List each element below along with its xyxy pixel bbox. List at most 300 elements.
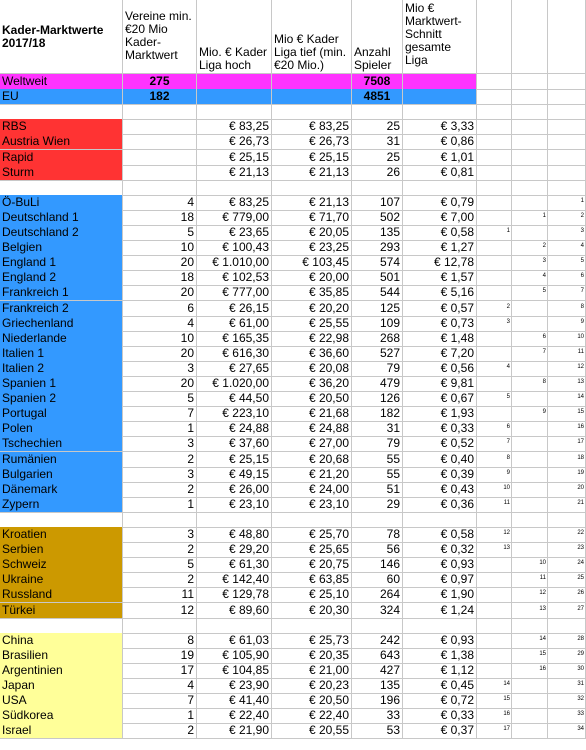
cell-rank-i[interactable] — [548, 119, 586, 135]
cell-rank-g[interactable]: 11 — [477, 497, 512, 513]
cell-squad-high[interactable]: € 29,20 — [197, 542, 272, 558]
cell-rank-g[interactable]: 3 — [477, 316, 512, 332]
cell-rank-h[interactable]: 13 — [512, 603, 548, 619]
cell-avg-value[interactable]: € 12,78 — [403, 255, 477, 271]
cell-avg-value[interactable]: € 0,97 — [403, 572, 477, 588]
cell-rank-h[interactable] — [512, 452, 548, 468]
cell-country[interactable]: Portugal — [0, 406, 123, 422]
cell-club-count[interactable]: 11 — [123, 587, 197, 603]
cell-players[interactable]: 25 — [352, 150, 403, 166]
cell-rank-h[interactable] — [512, 482, 548, 498]
cell-rank-g[interactable]: 4 — [477, 361, 512, 377]
cell-club-count[interactable]: 2 — [123, 572, 197, 588]
cell-club-count[interactable]: 2 — [123, 482, 197, 498]
cell-country[interactable]: Polen — [0, 421, 123, 437]
cell-rank-h[interactable] — [512, 225, 548, 241]
cell-country[interactable]: Italien 2 — [0, 361, 123, 377]
cell-club-count[interactable]: 4 — [123, 195, 197, 211]
cell-avg-value[interactable]: € 0,86 — [403, 134, 477, 150]
cell-country[interactable]: Spanien 1 — [0, 376, 123, 392]
cell-squad-high[interactable]: € 142,40 — [197, 572, 272, 588]
cell-rank-h[interactable]: 8 — [512, 376, 548, 392]
cell-rank-i[interactable]: 4 — [548, 240, 586, 256]
cell-rank-h[interactable] — [512, 301, 548, 317]
cell-rank-i[interactable]: 13 — [548, 376, 586, 392]
cell-rank-h[interactable] — [512, 119, 548, 135]
cell-squad-high[interactable]: € 23,65 — [197, 225, 272, 241]
cell-players[interactable]: 60 — [352, 572, 403, 588]
cell-rank-h[interactable]: 12 — [512, 587, 548, 603]
cell-rank-i[interactable]: 34 — [548, 723, 586, 739]
cell-squad-low[interactable]: € 20,30 — [272, 603, 352, 619]
cell-club-count[interactable]: 4 — [123, 316, 197, 332]
cell-country[interactable]: Weltweit — [0, 74, 123, 90]
cell-rank-h[interactable]: 9 — [512, 406, 548, 422]
cell-avg-value[interactable]: € 7,20 — [403, 346, 477, 362]
cell-rank-i[interactable]: 23 — [548, 542, 586, 558]
cell-rank-h[interactable] — [512, 542, 548, 558]
cell-players[interactable]: 33 — [352, 708, 403, 724]
cell-squad-high[interactable]: € 100,43 — [197, 240, 272, 256]
cell-rank-g[interactable] — [477, 150, 512, 166]
cell-avg-value[interactable]: € 1,27 — [403, 240, 477, 256]
cell-rank-g[interactable] — [477, 406, 512, 422]
cell-rank-h[interactable]: 3 — [512, 255, 548, 271]
cell-squad-low[interactable]: € 21,13 — [272, 165, 352, 181]
cell-rank-i[interactable]: 18 — [548, 452, 586, 468]
cell-country[interactable]: RBS — [0, 119, 123, 135]
cell-country[interactable]: Tschechien — [0, 436, 123, 452]
cell-squad-low[interactable]: € 20,50 — [272, 391, 352, 407]
cell-avg-value[interactable]: € 0,79 — [403, 195, 477, 211]
cell-rank-g[interactable] — [477, 663, 512, 679]
cell-rank-g[interactable]: 10 — [477, 482, 512, 498]
cell-rank-h[interactable] — [512, 723, 548, 739]
cell-rank-i[interactable] — [548, 180, 586, 196]
cell-rank-g[interactable] — [477, 165, 512, 181]
cell-squad-low[interactable]: € 20,23 — [272, 678, 352, 694]
cell-country[interactable]: USA — [0, 693, 123, 709]
cell-squad-low[interactable]: € 36,60 — [272, 346, 352, 362]
cell-country[interactable]: Zypern — [0, 497, 123, 513]
header-empty-i[interactable] — [548, 0, 586, 74]
cell-rank-h[interactable]: 7 — [512, 346, 548, 362]
cell-country[interactable]: Russland — [0, 587, 123, 603]
cell-players[interactable] — [352, 104, 403, 120]
cell-players[interactable]: 125 — [352, 301, 403, 317]
cell-club-count[interactable]: 5 — [123, 225, 197, 241]
cell-players[interactable]: 135 — [352, 678, 403, 694]
cell-squad-low[interactable]: € 20,50 — [272, 693, 352, 709]
cell-squad-high[interactable] — [197, 618, 272, 634]
cell-squad-high[interactable]: € 26,00 — [197, 482, 272, 498]
cell-rank-h[interactable] — [512, 708, 548, 724]
cell-squad-high[interactable] — [197, 512, 272, 528]
cell-club-count[interactable]: 19 — [123, 648, 197, 664]
cell-country[interactable] — [0, 180, 123, 196]
cell-squad-high[interactable]: € 61,00 — [197, 316, 272, 332]
cell-squad-low[interactable]: € 63,85 — [272, 572, 352, 588]
cell-players[interactable]: 109 — [352, 316, 403, 332]
cell-squad-low[interactable]: € 27,00 — [272, 436, 352, 452]
header-empty-g[interactable] — [477, 0, 512, 74]
cell-club-count[interactable] — [123, 165, 197, 181]
cell-rank-h[interactable] — [512, 180, 548, 196]
cell-squad-low[interactable]: € 20,05 — [272, 225, 352, 241]
cell-squad-low[interactable]: € 35,85 — [272, 285, 352, 301]
cell-rank-i[interactable]: 31 — [548, 678, 586, 694]
cell-players[interactable]: 182 — [352, 406, 403, 422]
cell-squad-high[interactable]: € 1.020,00 — [197, 376, 272, 392]
cell-rank-i[interactable]: 24 — [548, 557, 586, 573]
cell-squad-low[interactable]: € 21,00 — [272, 663, 352, 679]
cell-players[interactable] — [352, 180, 403, 196]
header-player-count[interactable]: Anzahl Spieler — [352, 0, 403, 74]
cell-squad-high[interactable]: € 61,30 — [197, 557, 272, 573]
cell-avg-value[interactable]: € 0,56 — [403, 361, 477, 377]
cell-rank-h[interactable] — [512, 391, 548, 407]
cell-club-count[interactable]: 5 — [123, 557, 197, 573]
cell-rank-i[interactable] — [548, 512, 586, 528]
cell-squad-high[interactable]: € 83,25 — [197, 119, 272, 135]
cell-rank-g[interactable] — [477, 633, 512, 649]
cell-squad-high[interactable]: € 22,40 — [197, 708, 272, 724]
cell-avg-value[interactable]: € 0,39 — [403, 467, 477, 483]
cell-club-count[interactable]: 3 — [123, 527, 197, 543]
cell-squad-high[interactable]: € 223,10 — [197, 406, 272, 422]
cell-rank-h[interactable] — [512, 89, 548, 105]
cell-rank-g[interactable] — [477, 512, 512, 528]
cell-avg-value[interactable]: € 0,37 — [403, 723, 477, 739]
cell-avg-value[interactable]: € 1,12 — [403, 663, 477, 679]
cell-country[interactable]: Frankreich 2 — [0, 301, 123, 317]
header-average-market-value[interactable]: Mio € Marktwert-Schnitt gesamte Liga — [403, 0, 477, 74]
cell-rank-g[interactable] — [477, 180, 512, 196]
cell-rank-i[interactable]: 16 — [548, 421, 586, 437]
cell-rank-h[interactable] — [512, 134, 548, 150]
cell-players[interactable]: 53 — [352, 723, 403, 739]
cell-country[interactable]: Deutschland 1 — [0, 210, 123, 226]
cell-club-count[interactable]: 20 — [123, 346, 197, 362]
cell-rank-h[interactable] — [512, 618, 548, 634]
cell-rank-i[interactable]: 25 — [548, 572, 586, 588]
cell-rank-g[interactable]: 8 — [477, 452, 512, 468]
cell-club-count[interactable]: 10 — [123, 240, 197, 256]
cell-rank-h[interactable] — [512, 512, 548, 528]
cell-club-count[interactable]: 20 — [123, 285, 197, 301]
cell-rank-i[interactable] — [548, 89, 586, 105]
cell-avg-value[interactable]: € 0,81 — [403, 165, 477, 181]
cell-rank-g[interactable] — [477, 376, 512, 392]
cell-club-count[interactable]: 3 — [123, 467, 197, 483]
cell-country[interactable]: Brasilien — [0, 648, 123, 664]
cell-squad-low[interactable]: € 25,10 — [272, 587, 352, 603]
cell-avg-value[interactable] — [403, 512, 477, 528]
cell-squad-high[interactable]: € 23,10 — [197, 497, 272, 513]
cell-squad-high[interactable]: € 26,73 — [197, 134, 272, 150]
cell-country[interactable]: Belgien — [0, 240, 123, 256]
cell-rank-i[interactable] — [548, 74, 586, 90]
cell-rank-h[interactable]: 16 — [512, 663, 548, 679]
cell-rank-i[interactable] — [548, 134, 586, 150]
cell-players[interactable]: 135 — [352, 225, 403, 241]
cell-squad-low[interactable] — [272, 89, 352, 105]
cell-rank-i[interactable] — [548, 618, 586, 634]
cell-avg-value[interactable] — [403, 74, 477, 90]
cell-squad-low[interactable] — [272, 618, 352, 634]
cell-squad-high[interactable]: € 24,88 — [197, 421, 272, 437]
cell-rank-h[interactable]: 14 — [512, 633, 548, 649]
cell-squad-low[interactable]: € 21,68 — [272, 406, 352, 422]
cell-squad-high[interactable]: € 129,78 — [197, 587, 272, 603]
cell-squad-high[interactable]: € 25,15 — [197, 150, 272, 166]
cell-avg-value[interactable]: € 0,58 — [403, 527, 477, 543]
cell-avg-value[interactable]: € 5,16 — [403, 285, 477, 301]
cell-squad-low[interactable]: € 83,25 — [272, 119, 352, 135]
cell-country[interactable]: Austria Wien — [0, 134, 123, 150]
cell-country[interactable]: England 2 — [0, 270, 123, 286]
cell-rank-i[interactable]: 30 — [548, 663, 586, 679]
cell-players[interactable]: 527 — [352, 346, 403, 362]
cell-players[interactable]: 242 — [352, 633, 403, 649]
cell-club-count[interactable]: 1 — [123, 421, 197, 437]
cell-squad-low[interactable]: € 26,73 — [272, 134, 352, 150]
cell-rank-i[interactable]: 32 — [548, 693, 586, 709]
cell-club-count[interactable] — [123, 512, 197, 528]
cell-squad-low[interactable]: € 25,65 — [272, 542, 352, 558]
cell-players[interactable]: 51 — [352, 482, 403, 498]
cell-avg-value[interactable]: € 1,24 — [403, 603, 477, 619]
cell-squad-low[interactable] — [272, 180, 352, 196]
cell-rank-h[interactable] — [512, 693, 548, 709]
cell-club-count[interactable]: 1 — [123, 708, 197, 724]
cell-rank-g[interactable]: 7 — [477, 436, 512, 452]
cell-avg-value[interactable]: € 0,40 — [403, 452, 477, 468]
cell-squad-high[interactable]: € 41,40 — [197, 693, 272, 709]
cell-rank-i[interactable]: 26 — [548, 587, 586, 603]
cell-club-count[interactable] — [123, 618, 197, 634]
cell-squad-high[interactable]: € 27,65 — [197, 361, 272, 377]
cell-squad-high[interactable]: € 1.010,00 — [197, 255, 272, 271]
cell-squad-low[interactable]: € 20,35 — [272, 648, 352, 664]
cell-avg-value[interactable]: € 0,67 — [403, 391, 477, 407]
cell-players[interactable]: 107 — [352, 195, 403, 211]
cell-rank-g[interactable]: 17 — [477, 723, 512, 739]
cell-squad-high[interactable]: € 37,60 — [197, 436, 272, 452]
cell-rank-h[interactable] — [512, 316, 548, 332]
cell-players[interactable] — [352, 512, 403, 528]
cell-country[interactable]: Deutschland 2 — [0, 225, 123, 241]
cell-avg-value[interactable]: € 0,32 — [403, 542, 477, 558]
cell-rank-g[interactable] — [477, 255, 512, 271]
cell-rank-g[interactable]: 6 — [477, 421, 512, 437]
cell-players[interactable]: 479 — [352, 376, 403, 392]
cell-club-count[interactable]: 18 — [123, 210, 197, 226]
cell-country[interactable]: Ukraine — [0, 572, 123, 588]
cell-players[interactable]: 146 — [352, 557, 403, 573]
cell-rank-i[interactable]: 17 — [548, 436, 586, 452]
cell-avg-value[interactable]: € 0,58 — [403, 225, 477, 241]
cell-players[interactable]: 574 — [352, 255, 403, 271]
cell-rank-i[interactable]: 2 — [548, 210, 586, 226]
cell-rank-g[interactable] — [477, 270, 512, 286]
cell-rank-g[interactable] — [477, 618, 512, 634]
cell-rank-i[interactable]: 15 — [548, 406, 586, 422]
cell-rank-i[interactable]: 6 — [548, 270, 586, 286]
cell-squad-high[interactable]: € 105,90 — [197, 648, 272, 664]
cell-country[interactable]: Ö-BuLi — [0, 195, 123, 211]
cell-squad-low[interactable]: € 24,00 — [272, 482, 352, 498]
cell-country[interactable]: Israel — [0, 723, 123, 739]
cell-rank-h[interactable]: 2 — [512, 240, 548, 256]
cell-country[interactable]: Spanien 2 — [0, 391, 123, 407]
cell-rank-h[interactable] — [512, 165, 548, 181]
cell-squad-low[interactable]: € 20,20 — [272, 301, 352, 317]
cell-rank-h[interactable]: 15 — [512, 648, 548, 664]
cell-players[interactable]: 55 — [352, 452, 403, 468]
cell-avg-value[interactable]: € 0,52 — [403, 436, 477, 452]
cell-rank-i[interactable]: 11 — [548, 346, 586, 362]
cell-squad-low[interactable]: € 25,15 — [272, 150, 352, 166]
cell-squad-low[interactable]: € 71,70 — [272, 210, 352, 226]
cell-avg-value[interactable]: € 0,33 — [403, 708, 477, 724]
cell-country[interactable]: Frankreich 1 — [0, 285, 123, 301]
cell-squad-low[interactable]: € 24,88 — [272, 421, 352, 437]
cell-country[interactable]: England 1 — [0, 255, 123, 271]
cell-avg-value[interactable]: € 0,93 — [403, 557, 477, 573]
cell-squad-low[interactable]: € 20,68 — [272, 452, 352, 468]
cell-players[interactable]: 79 — [352, 436, 403, 452]
cell-players[interactable]: 79 — [352, 361, 403, 377]
cell-players[interactable]: 502 — [352, 210, 403, 226]
cell-club-count[interactable]: 10 — [123, 331, 197, 347]
cell-country[interactable]: Sturm — [0, 165, 123, 181]
cell-rank-g[interactable] — [477, 285, 512, 301]
cell-country[interactable]: Italien 1 — [0, 346, 123, 362]
cell-rank-h[interactable] — [512, 527, 548, 543]
cell-squad-high[interactable]: € 25,15 — [197, 452, 272, 468]
cell-squad-high[interactable] — [197, 104, 272, 120]
cell-country[interactable] — [0, 104, 123, 120]
cell-club-count[interactable]: 3 — [123, 436, 197, 452]
cell-squad-high[interactable]: € 21,90 — [197, 723, 272, 739]
cell-rank-h[interactable] — [512, 421, 548, 437]
cell-squad-low[interactable]: € 22,98 — [272, 331, 352, 347]
cell-club-count[interactable] — [123, 150, 197, 166]
cell-avg-value[interactable]: € 1,90 — [403, 587, 477, 603]
cell-avg-value[interactable]: € 0,93 — [403, 633, 477, 649]
cell-avg-value[interactable] — [403, 104, 477, 120]
cell-club-count[interactable]: 2 — [123, 723, 197, 739]
cell-squad-low[interactable]: € 21,20 — [272, 467, 352, 483]
cell-squad-low[interactable]: € 20,00 — [272, 270, 352, 286]
cell-rank-g[interactable]: 2 — [477, 301, 512, 317]
cell-rank-i[interactable]: 12 — [548, 361, 586, 377]
cell-rank-i[interactable] — [548, 165, 586, 181]
cell-avg-value[interactable]: € 0,43 — [403, 482, 477, 498]
cell-players[interactable]: 25 — [352, 119, 403, 135]
cell-avg-value[interactable]: € 0,73 — [403, 316, 477, 332]
cell-players[interactable]: 29 — [352, 497, 403, 513]
cell-country[interactable]: Kroatien — [0, 527, 123, 543]
cell-rank-g[interactable]: 15 — [477, 693, 512, 709]
cell-players[interactable]: 324 — [352, 603, 403, 619]
cell-players[interactable]: 55 — [352, 467, 403, 483]
cell-avg-value[interactable]: € 1,38 — [403, 648, 477, 664]
cell-players[interactable]: 26 — [352, 165, 403, 181]
cell-country[interactable]: Rapid — [0, 150, 123, 166]
cell-players[interactable]: 264 — [352, 587, 403, 603]
cell-squad-low[interactable] — [272, 104, 352, 120]
cell-club-count[interactable] — [123, 104, 197, 120]
cell-squad-high[interactable]: € 23,90 — [197, 678, 272, 694]
cell-rank-g[interactable] — [477, 557, 512, 573]
cell-rank-g[interactable]: 9 — [477, 467, 512, 483]
cell-squad-low[interactable]: € 25,70 — [272, 527, 352, 543]
cell-club-count[interactable] — [123, 134, 197, 150]
cell-squad-low[interactable]: € 21,13 — [272, 195, 352, 211]
cell-squad-high[interactable]: € 44,50 — [197, 391, 272, 407]
cell-rank-g[interactable]: 1 — [477, 225, 512, 241]
cell-rank-i[interactable]: 7 — [548, 285, 586, 301]
cell-players[interactable]: 7508 — [352, 74, 403, 90]
cell-club-count[interactable]: 8 — [123, 633, 197, 649]
cell-avg-value[interactable]: € 1,57 — [403, 270, 477, 286]
header-title[interactable]: Kader-Marktwerte 2017/18 — [0, 0, 123, 74]
cell-rank-g[interactable] — [477, 104, 512, 120]
cell-players[interactable]: 56 — [352, 542, 403, 558]
cell-club-count[interactable]: 3 — [123, 361, 197, 377]
cell-squad-low[interactable]: € 20,75 — [272, 557, 352, 573]
cell-squad-high[interactable]: € 89,60 — [197, 603, 272, 619]
cell-avg-value[interactable]: € 7,00 — [403, 210, 477, 226]
cell-club-count[interactable]: 2 — [123, 452, 197, 468]
cell-rank-i[interactable]: 19 — [548, 467, 586, 483]
cell-rank-i[interactable]: 29 — [548, 648, 586, 664]
cell-players[interactable]: 544 — [352, 285, 403, 301]
cell-avg-value[interactable]: € 0,45 — [403, 678, 477, 694]
cell-country[interactable]: Türkei — [0, 603, 123, 619]
cell-rank-i[interactable] — [548, 150, 586, 166]
cell-rank-g[interactable] — [477, 210, 512, 226]
cell-avg-value[interactable]: € 0,72 — [403, 693, 477, 709]
cell-squad-low[interactable]: € 23,10 — [272, 497, 352, 513]
cell-squad-low[interactable] — [272, 74, 352, 90]
cell-squad-low[interactable]: € 20,55 — [272, 723, 352, 739]
cell-squad-high[interactable] — [197, 180, 272, 196]
cell-rank-g[interactable] — [477, 331, 512, 347]
cell-club-count[interactable]: 1 — [123, 497, 197, 513]
cell-rank-g[interactable]: 5 — [477, 391, 512, 407]
cell-club-count[interactable] — [123, 119, 197, 135]
cell-avg-value[interactable] — [403, 89, 477, 105]
cell-squad-low[interactable]: € 103,45 — [272, 255, 352, 271]
cell-rank-i[interactable]: 20 — [548, 482, 586, 498]
cell-squad-high[interactable]: € 83,25 — [197, 195, 272, 211]
cell-squad-high[interactable]: € 21,13 — [197, 165, 272, 181]
cell-club-count[interactable]: 5 — [123, 391, 197, 407]
cell-rank-g[interactable] — [477, 346, 512, 362]
cell-rank-h[interactable] — [512, 436, 548, 452]
cell-club-count[interactable] — [123, 180, 197, 196]
cell-rank-h[interactable]: 1 — [512, 210, 548, 226]
cell-country[interactable]: Argentinien — [0, 663, 123, 679]
cell-players[interactable]: 268 — [352, 331, 403, 347]
cell-avg-value[interactable]: € 0,36 — [403, 497, 477, 513]
cell-rank-g[interactable] — [477, 119, 512, 135]
cell-club-count[interactable]: 20 — [123, 255, 197, 271]
cell-players[interactable]: 643 — [352, 648, 403, 664]
